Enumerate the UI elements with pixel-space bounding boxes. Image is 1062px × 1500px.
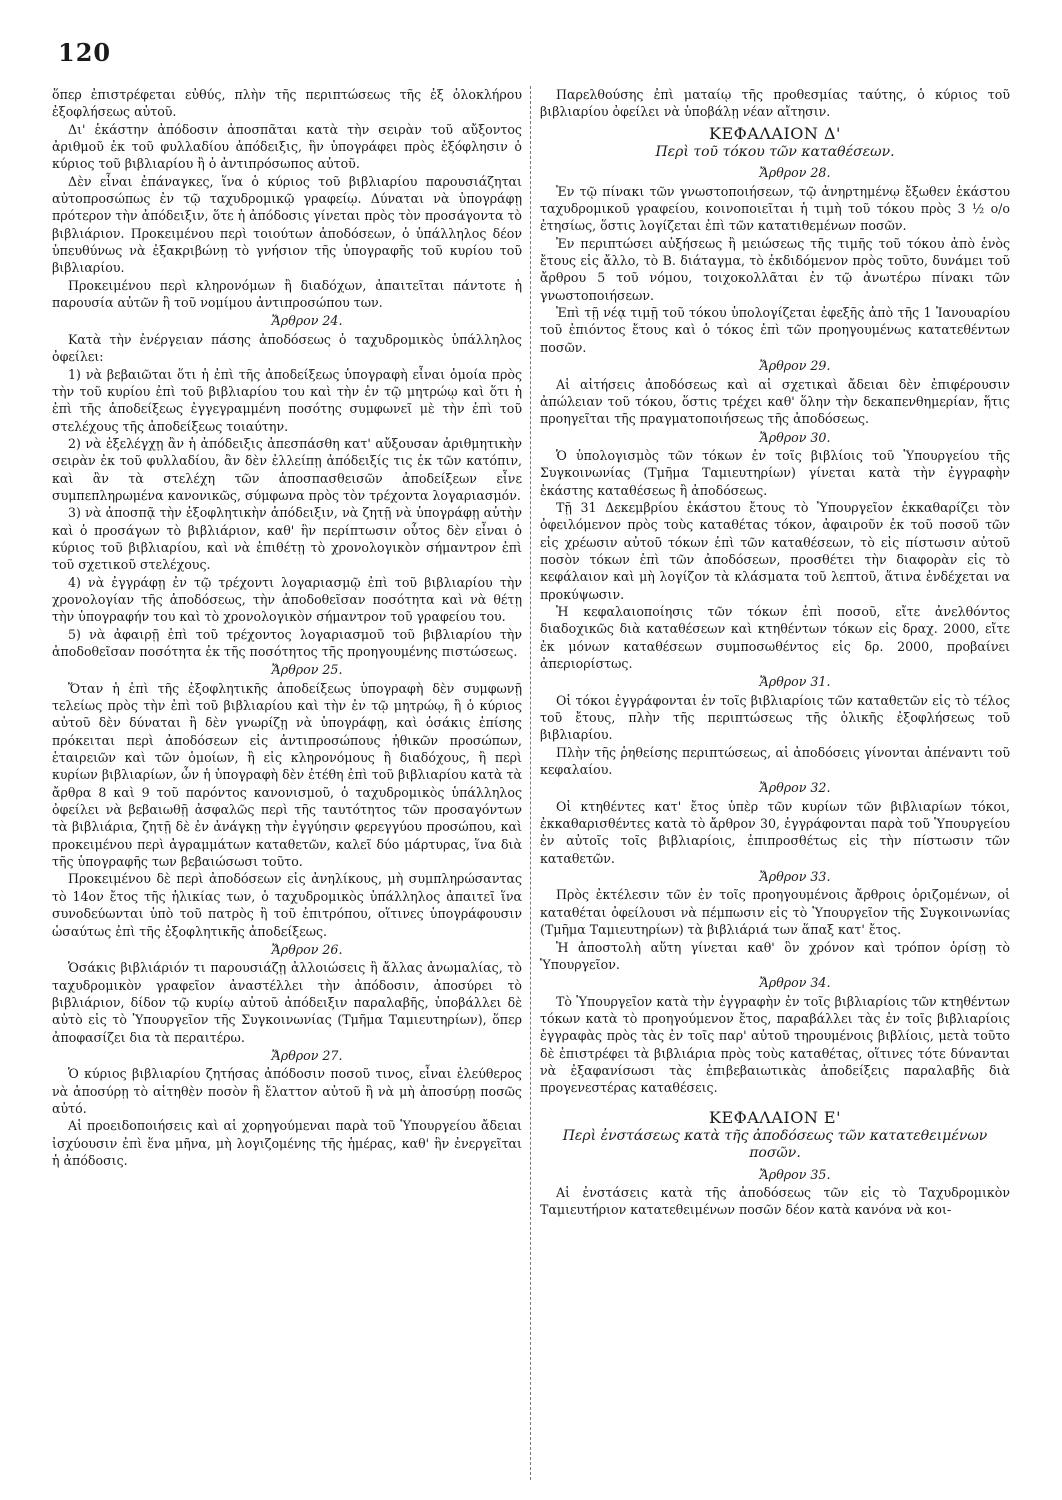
article-heading-24: Ἄρθρον 24. <box>271 313 343 329</box>
list-item: 3) νὰ ἀποσπᾷ τὴν ἐξοφλητικὴν ἀπόδειξιν, νὰ ζητῇ νὰ ὑπογράφῃ αὐτὴν καὶ ὁ προσάγων τὸ βιβλιάριον, καθ' ἣν περίπτωσιν οὗτος δὲν εἶναι ὁ κύριος τοῦ βιβλιαρίου, καὶ νὰ ἐπιθέτῃ τὸ χρονολογικὸν σήμαντρον ἐπὶ τοῦ σχετικοῦ στελέχους. <box>52 505 522 573</box>
article-heading-34: Ἄρθρον 34. <box>759 975 831 991</box>
paragraph: Αἱ ἐνστάσεις κατὰ τῆς ἀποδόσεως τῶν εἰς τὸ Ταχυδρομικὸν Ταμιευτήριον κατατεθειμένων ποσῶν δέον κατὰ κανόνα νὰ κοι- <box>540 1184 1010 1218</box>
paragraph: Προκειμένου περὶ κληρονόμων ἢ διαδόχων, ἀπαιτεῖται πάντοτε ἡ παρουσία αὐτῶν ἢ τοῦ νομίμου ἀντιπροσώπου των. <box>52 277 522 311</box>
paragraph: Προκειμένου δὲ περὶ ἀποδόσεων εἰς ἀνηλίκους, μὴ συμπληρώσαντας τὸ 14ον ἔτος τῆς ἡλικίας των, ὁ ταχυδρομικὸς ὑπάλληλος ἀπαιτεῖ ἵνα συνοδεύωνται ὑπὸ τοῦ πατρὸς ἢ τοῦ ἐπιτρόπου, οἵτινες ὑπογράφουσιν ὡσαύτως ἐπὶ τῆς ἐξοφλητικῆς ἀποδείξεως. <box>52 871 522 939</box>
paragraph: ὅπερ ἐπιστρέφεται εὐθύς, πλὴν τῆς περιπτώσεως τῆς ἐξ ὁλοκλήρου ἐξοφλήσεως αὐτοῦ. <box>52 87 522 120</box>
paragraph: Πλὴν τῆς ῥηθείσης περιπτώσεως, αἱ ἀποδόσεις γίνονται ἀπέναντι τοῦ κεφαλαίου. <box>540 744 1010 778</box>
list-item: 5) νὰ ἀφαιρῇ ἐπὶ τοῦ τρέχοντος λογαριασμοῦ τοῦ βιβλιαρίου τὴν ἀποδοθεῖσαν ποσότητα ἐκ τῆς ποσότητος τῆς προηγουμένης πιστώσεως. <box>52 626 522 659</box>
paragraph: Ἡ κεφαλαιοποίησις τῶν τόκων ἐπὶ ποσοῦ, εἴτε ἀνελθόντος διαδοχικῶς διὰ καταθέσεων καὶ κτηθέντων τόκων εἰς δραχ. 2000, εἴτε ἐκ μόνων καταθέσεων συμποσωθέντος εἰς δρ. 2000, προβαίνει ἀπεριορίστως. <box>540 603 1010 671</box>
paragraph: Ἡ ἀποστολὴ αὕτη γίνεται καθ' ὃν χρόνον καὶ τρόπον ὁρίσῃ τὸ Ὑπουργεῖον. <box>540 939 1010 972</box>
paragraph: Οἱ κτηθέντες κατ' ἔτος ὑπὲρ τῶν κυρίων τῶν βιβλιαρίων τόκοι, ἐκκαθαρισθέντες κατὰ τὸ ἄρθρον 30, ἐγγράφονται παρὰ τοῦ Ὑπουργείου ἐν αὐτοῖς τοῖς βιβλιαρίοις, ἐπιπροσθέτως εἰς τὴν πίστωσιν τῶν καταθετῶν. <box>540 798 1010 866</box>
paragraph: Ὁ κύριος βιβλιαρίου ζητήσας ἀπόδοσιν ποσοῦ τινος, εἶναι ἐλεύθερος νὰ ἀποσύρῃ τὸ αἰτηθὲν ποσὸν ἢ ἔλαττον αὐτοῦ ἢ νὰ μὴ ἀποσύρῃ ποσῶς αὐτό. <box>52 1066 522 1116</box>
list-item: 1) νὰ βεβαιῶται ὅτι ἡ ἐπὶ τῆς ἀποδείξεως ὑπογραφὴ εἶναι ὁμοία πρὸς τὴν τοῦ κυρίου ἐπὶ τοῦ βιβλιαρίου του καὶ τὴν ἐν τῷ μητρώῳ καὶ ὅτι ἡ ἐπὶ τῆς ἀποδείξεως ἐγγεγραμμένη ποσότης συμφωνεῖ μὲ τὴν ἐπὶ τοῦ στελέχους τῆς ἀποδείξεως τοιαύτην. <box>52 366 522 434</box>
paragraph: Οἱ τόκοι ἐγγράφονται ἐν τοῖς βιβλιαρίοις τῶν καταθετῶν εἰς τὸ τέλος τοῦ ἔτους, πλὴν τῆς περιπτώσεως τῆς ὁλικῆς ἐξοφλήσεως τοῦ βιβλιαρίου. <box>540 692 1010 743</box>
paragraph: Ὁσάκις βιβλιάριόν τι παρουσιάζῃ ἀλλοιώσεις ἢ ἄλλας ἀνωμαλίας, τὸ ταχυδρομικὸν γραφεῖον ἀναστέλλει τὴν ἀπόδοσιν, ἀποσύρει τὸ βιβλιάριον, δίδον τῷ κυρίῳ αὐτοῦ ἀπόδειξιν παραλαβῆς, ὑποβάλλει δὲ αὐτὸ εἰς τὸ Ὑπουργεῖον τῆς Συγκοινωνίας (Τμῆμα Ταμιευτηρίων), ὅπερ ἀποφασίζει δια τὰ περαιτέρω. <box>52 960 522 1045</box>
column-divider <box>530 86 531 1480</box>
right-column <box>540 86 1010 1480</box>
article-heading-35: Ἄρθρον 35. <box>759 1166 831 1182</box>
article-heading-25: Ἄρθρον 25. <box>271 662 343 678</box>
paragraph: Δὲν εἶναι ἐπάναγκες, ἵνα ὁ κύριος τοῦ βιβλιαρίου παρουσιάζηται αὐτοπροσώπως ἐν τῷ ταχυδρομικῷ γραφείῳ. Δύναται νὰ ὑπογράφῃ πρότερον τὴν ἀπόδειξιν, ὅτε ἡ ἀπόδοσις γίνεται πρὸς τὸν προσάγοντα τὸ βιβλιάριον. Προκειμένου περὶ τοιούτων ἀποδόσεων, ὁ ὑπάλληλος δέον ὑπευθύνως νὰ ἐξακριβώνῃ τὸ γνήσιον τῆς ὑπογραφῆς τοῦ κυρίου τοῦ βιβλιαρίου. <box>52 173 522 276</box>
article-heading-30: Ἄρθρον 30. <box>759 429 831 445</box>
paragraph: Δι' ἑκάστην ἀπόδοσιν ἀποσπᾶται κατὰ τὴν σειρὰν τοῦ αὔξοντος ἀριθμοῦ ἐκ τοῦ φυλλαδίου ἀπόδειξις, ἣν ὑπογράφει πρὸς ἐξόφλησιν ὁ κύριος τοῦ βιβλιαρίου ἢ ὁ ἀντιπρόσωπος αὐτοῦ. <box>52 121 522 172</box>
article-heading-28: Ἄρθρον 28. <box>759 165 831 181</box>
paragraph: Κατὰ τὴν ἐνέργειαν πάσης ἀποδόσεως ὁ ταχυδρομικὸς ὑπάλληλος ὀφείλει: <box>52 331 522 365</box>
paragraph: Πρὸς ἐκτέλεσιν τῶν ἐν τοῖς προηγουμένοις ἄρθροις ὁριζομένων, οἱ καταθέται ὀφείλουσι νὰ πέμπωσιν εἰς τὸ Ὑπουργεῖον τῆς Συγκοινωνίας (Τμῆμα Ταμιευτηρίων) τὰ βιβλιάριά των ἅπαξ κατ' ἔτος. <box>540 887 1010 938</box>
paragraph: Τῇ 31 Δεκεμβρίου ἑκάστου ἔτους τὸ Ὑπουργεῖον ἐκκαθαρίζει τὸν ὀφειλόμενον πρὸς τοὺς καταθέτας τόκον, ἀφαιροῦν ἐκ τοῦ ποσοῦ τῶν εἰς χρέωσιν αὐτοῦ τόκων ἐπὶ τῶν καταθέσεων, τὸ εἰς πίστωσιν αὐτοῦ ποσὸν τόκων ἐπὶ τῶν ἀποδόσεων, προσθέτει τὴν διαφορὰν εἰς τὸ κεφάλαιον καὶ μὴ λογίζον τὰ κλάσματα τοῦ λεπτοῦ, ἅτινα ἐνδέχεται να προκύψωσιν. <box>540 499 1010 602</box>
left-column <box>52 86 522 1480</box>
article-heading-29: Ἄρθρον 29. <box>759 358 831 374</box>
list-item: 4) νὰ ἐγγράφῃ ἐν τῷ τρέχοντι λογαριασμῷ ἐπὶ τοῦ βιβλιαρίου τὴν χρονολογίαν τῆς ἀποδόσεως, τὴν ἀποδοθεῖσαν ποσότητα καὶ νὰ θέτῃ τὴν ὑπογραφήν του καὶ τὸ χρονολογικὸν σήμαντρον τοῦ γραφείου του. <box>52 574 522 625</box>
article-heading-26: Ἄρθρον 26. <box>271 941 343 957</box>
article-heading-33: Ἄρθρον 33. <box>759 869 831 885</box>
chapter-heading-4: ΚΕΦΑΛΑΙΟΝ Δ' <box>709 123 841 143</box>
paragraph: Ἐπὶ τῇ νέᾳ τιμῇ τοῦ τόκου ὑπολογίζεται ἐφεξῆς ἀπὸ τῆς 1 Ἰανουαρίου τοῦ ἐπιόντος ἔτους καὶ ὁ τόκος ἐπὶ τῶν προηγουμένως κατατεθέντων ποσῶν. <box>540 305 1010 355</box>
paragraph: Ἐν τῷ πίνακι τῶν γνωστοποιήσεων, τῷ ἀνηρτημένῳ ἔξωθεν ἑκάστου ταχυδρομικοῦ γραφείου, κοινοποιεῖται ἡ τιμὴ τοῦ τόκου πρὸς 3 ½ ο/ο ἐτησίως, ὅστις λογίζεται ἐπὶ τῶν κατατιθεμένων ποσῶν. <box>540 183 1010 234</box>
paragraph: Τὸ Ὑπουργεῖον κατὰ τὴν ἐγγραφὴν ἐν τοῖς βιβλιαρίοις τῶν κτηθέντων τόκων κατὰ τὸ προηγούμενον ἔτος, παραβάλλει τὰς ἐν τοῖς βιβλιαρίοις ἐγγραφὰς πρὸς τὰς ἐν τοῖς παρ' αὐτοῦ τηρουμένοις βιβλίοις, μετὰ τοῦτο δὲ ἐπιστρέφει τὰ βιβλιάρια πρὸς τοὺς καταθέτας, οἵτινες τότε δύνανται νὰ ἐξαφανίσωσι τὰς ἐπιβεβαιωτικὰς ἀποδείξεις παραλαβῆς διὰ προγενεστέρας καταθέσεις. <box>540 993 1010 1096</box>
article-heading-27: Ἄρθρον 27. <box>271 1047 343 1063</box>
chapter-subtitle-5: Περὶ ἐνστάσεως κατὰ τῆς ἀποδόσεως τῶν κατατεθειμένων ποσῶν. <box>562 1127 988 1162</box>
paragraph: Ὅταν ἡ ἐπὶ τῆς ἐξοφλητικῆς ἀποδείξεως ὑπογραφὴ δὲν συμφωνῇ τελείως πρὸς τὴν ἐπὶ τοῦ βιβλιαρίου καὶ τὴν ἐν τῷ μητρώῳ, ἢ ὁ κύριος αὐτοῦ δὲν δύναται ἢ δὲν γνωρίζῃ νὰ ὑπογράφῃ, καὶ ὁσάκις ἐπίσης πρόκειται περὶ ἀποδόσεων εἰς ἀντιπροσώπους ἠθικῶν προσώπων, ἑταιρειῶν καὶ τῶν ὁμοίων, ἢ εἰς κληρονόμους ἢ διαδόχους, ἢ περὶ κυρίων βιβλιαρίων, ὧν ἡ ὑπογραφὴ δὲν ἐτέθη ἐπὶ τοῦ βιβλιαρίου κατὰ τὰ ἄρθρα 8 καὶ 9 τοῦ παρόντος κανονισμοῦ, ὁ ταχυδρομικὸς ὑπάλληλος ὀφείλει νὰ βεβαιωθῇ ἀσφαλῶς περὶ τῆς ταυτότητος τῶν προσαγόντων τὰ βιβλιάρια, ζητῇ δὲ ἐν ἀνάγκῃ τὴν ἐγγύησιν φερεγγύου προσώπου, καὶ προκειμένου περὶ ἀγραμμάτων καταθετῶν, καλεῖ δύο μάρτυρας, ἵνα διὰ τῆς ὑπογραφῆς των βεβαιώσωσι τοῦτο. <box>52 680 522 870</box>
chapter-subtitle-4: Περὶ τοῦ τόκου τῶν καταθέσεων. <box>655 144 895 161</box>
list-item: 2) νὰ ἐξελέγχῃ ἂν ἡ ἀπόδειξις ἀπεσπάσθη κατ' αὔξουσαν ἀριθμητικὴν σειρὰν ἐκ τοῦ φυλλαδίου, ἂν δὲν ἐλλείπῃ ἀπόδειξίς τις ἐκ τῶν κατόπιν, καὶ ἂν τὰ στελέχη τῶν ἀποσπασθεισῶν ἀποδείξεων εἶνε συμπεπληρωμένα κανονικῶς, σύμφωνα πρὸς τὸν τρέχοντα λογαριασμόν. <box>52 435 522 503</box>
page-number: 120 <box>58 38 112 67</box>
paragraph: Ἐν περιπτώσει αὐξήσεως ἢ μειώσεως τῆς τιμῆς τοῦ τόκου ἀπὸ ἑνὸς ἔτους εἰς ἄλλο, τὸ Β. διάταγμα, τὸ ἐκδιδόμενον πρὸς τοῦτο, δυνάμει τοῦ ἄρθρου 5 τοῦ νόμου, τοιχοκολλᾶται ἐν τῷ ἀνωτέρω πίνακι τῶν γνωστοποιήσεων. <box>540 235 1010 303</box>
paragraph: Αἱ προειδοποιήσεις καὶ αἱ χορηγούμεναι παρὰ τοῦ Ὑπουργείου ἄδειαι ἰσχύουσιν ἐπὶ ἕνα μῆνα, μὴ λογιζομένης τῆς ἡμέρας, καθ' ἣν ἐνεργεῖται ἡ ἀπόδοσις. <box>52 1118 522 1168</box>
paragraph: Ὁ ὑπολογισμὸς τῶν τόκων ἐν τοῖς βιβλίοις τοῦ Ὑπουργείου τῆς Συγκοινωνίας (Τμῆμα Ταμιευτηρίων) γίνεται κατὰ τὴν ἐγγραφὴν ἑκάστης καταθέσεως ἢ ἀποδόσεως. <box>540 447 1010 498</box>
article-heading-31: Ἄρθρον 31. <box>759 674 831 690</box>
paragraph: Παρελθούσης ἐπὶ ματαίῳ τῆς προθεσμίας ταύτης, ὁ κύριος τοῦ βιβλιαρίου ὀφείλει νὰ ὑποβάλῃ νέαν αἴτησιν. <box>540 87 1010 120</box>
article-heading-32: Ἄρθρον 32. <box>759 780 831 796</box>
chapter-heading-5: ΚΕΦΑΛΑΙΟΝ Ε' <box>708 1107 841 1127</box>
spacer <box>540 1097 1010 1105</box>
paragraph: Αἱ αἰτήσεις ἀποδόσεως καὶ αἱ σχετικαὶ ἄδειαι δὲν ἐπιφέρουσιν ἀπώλειαν τοῦ τόκου, ὅστις τρέχει καθ' ὅλην τὴν δεκαπενθημερίαν, ἥτις προηγεῖται τῆς πραγματοποιήσεως τῆς ἀποδόσεως. <box>540 376 1010 427</box>
